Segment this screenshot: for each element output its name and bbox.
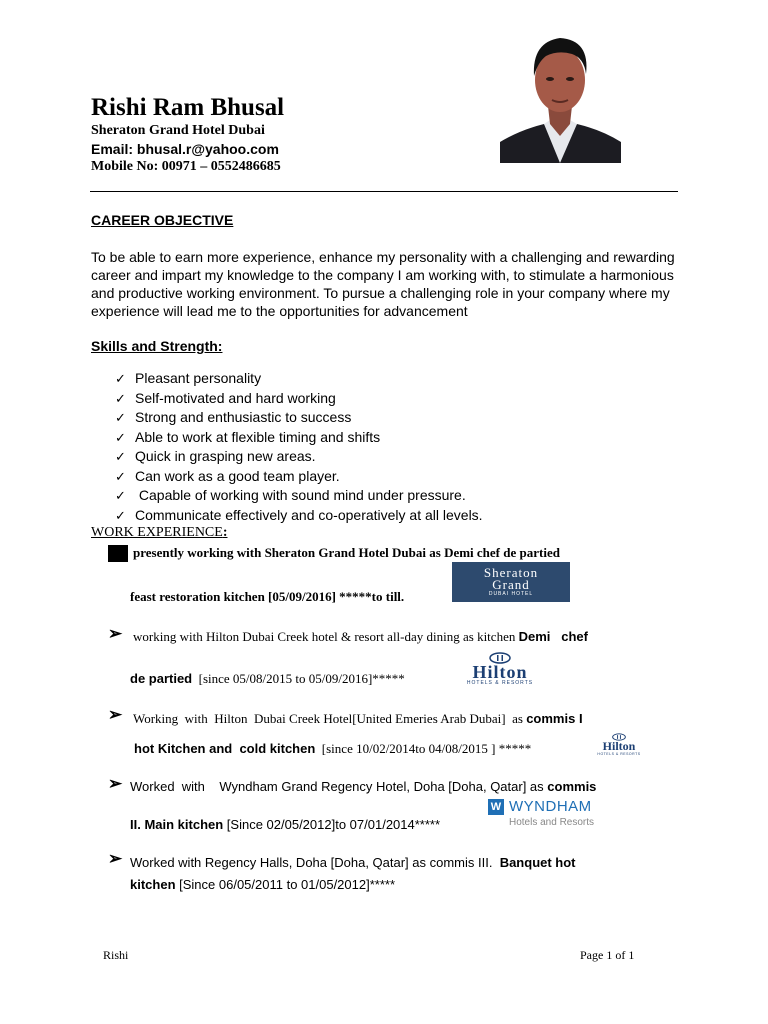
email: Email: bhusal.r@yahoo.com <box>91 141 279 157</box>
job-5-line-1: Worked with Regency Halls, Doha [Doha, Qatar] as commis III. Banquet hot <box>130 855 576 870</box>
list-item: ✓ Communicate effectively and co-operatively at all levels. <box>115 506 483 526</box>
check-icon: ✓ <box>115 390 126 406</box>
check-icon: ✓ <box>115 410 126 425</box>
check-icon: ✓ <box>115 429 126 445</box>
job-2-line-2: de partied [since 05/08/2015 to 05/09/2016]***** <box>130 671 405 686</box>
footer-name: Rishi <box>103 948 129 962</box>
current-hotel: Sheraton Grand Hotel Dubai <box>91 123 265 138</box>
page-number: Page 1 of 1 <box>580 948 635 962</box>
list-item: ✓ Self-motivated and hard working <box>115 389 483 409</box>
job-3-line-2: hot Kitchen and cold kitchen [since 10/02/2014to 04/08/2015 ] ***** <box>134 741 532 756</box>
arrow-bullet-icon: ➢ <box>108 774 123 793</box>
sheraton-logo: Sheraton Grand DUBAI HOTEL <box>452 562 570 602</box>
mobile-number: Mobile No: 00971 – 0552486685 <box>91 159 281 174</box>
candidate-name: Rishi Ram Bhusal <box>91 94 285 121</box>
hilton-logo: Hilton HOTELS & RESORTS <box>454 652 546 686</box>
arrow-bullet-icon: ➢ <box>108 624 123 643</box>
list-item: ✓ Pleasant personality <box>115 369 483 389</box>
skills-list <box>115 369 483 525</box>
job-1-line-1: presently working with Sheraton Grand Hotel Dubai as Demi chef de partied <box>133 545 560 560</box>
list-item: ✓ Quick in grasping new areas. <box>115 447 483 467</box>
header-divider <box>90 191 678 192</box>
list-item: ✓ Can work as a good team player. <box>115 467 483 487</box>
job-2-line-1: working with Hilton Dubai Creek hotel & resort all-day dining as kitchen Demi chef <box>133 629 588 644</box>
job-4-line-2: II. Main kitchen [Since 02/05/2012]to 07/01/2014***** <box>130 817 441 832</box>
wyndham-emblem-icon: W <box>488 799 504 815</box>
hilton-logo-small: Hilton HOTELS & RESORTS <box>590 733 648 757</box>
arrow-bullet-icon: ➢ <box>108 705 123 724</box>
wyndham-logo: W WYNDHAM Hotels and Resorts <box>488 798 598 832</box>
job-1-line-2: feast restoration kitchen [05/09/2016] *****to till. <box>130 589 405 604</box>
check-icon: ✓ <box>115 507 126 523</box>
job-4-line-1: Worked with Wyndham Grand Regency Hotel, Doha [Doha, Qatar] as commis <box>130 779 597 794</box>
arrow-bullet-icon: ➢ <box>108 849 123 868</box>
work-experience-heading: WORK EXPERIENCE: <box>91 525 228 540</box>
skills-heading: Skills and Strength: <box>91 338 223 354</box>
career-objective-heading: CAREER OBJECTIVE <box>91 212 234 228</box>
career-objective-text: To be able to earn more experience, enhance my personality with a challenging and rewarding career and impart my knowledge to the company I am working with, to stimulate a harmonious and productive working environment. To pursue a challenging role in your company where my experience will lead me to the opportunities for advancement <box>91 249 675 319</box>
check-icon: ✓ <box>115 371 126 386</box>
list-item: ✓ Strong and enthusiastic to success <box>115 408 483 428</box>
list-item: ✓ Capable of working with sound mind under pressure. <box>115 486 483 506</box>
check-icon: ✓ <box>115 488 126 503</box>
check-icon: ✓ <box>115 449 126 464</box>
job-3-line-1: Working with Hilton Dubai Creek Hotel[United Emeries Arab Dubai] as commis I <box>133 711 583 726</box>
job-5-line-2: kitchen [Since 06/05/2011 to 01/05/2012]***** <box>130 877 396 892</box>
list-item: ✓ Able to work at flexible timing and shifts <box>115 428 483 448</box>
check-icon: ✓ <box>115 468 126 484</box>
square-bullet-icon <box>108 545 128 562</box>
profile-photo <box>500 24 621 163</box>
